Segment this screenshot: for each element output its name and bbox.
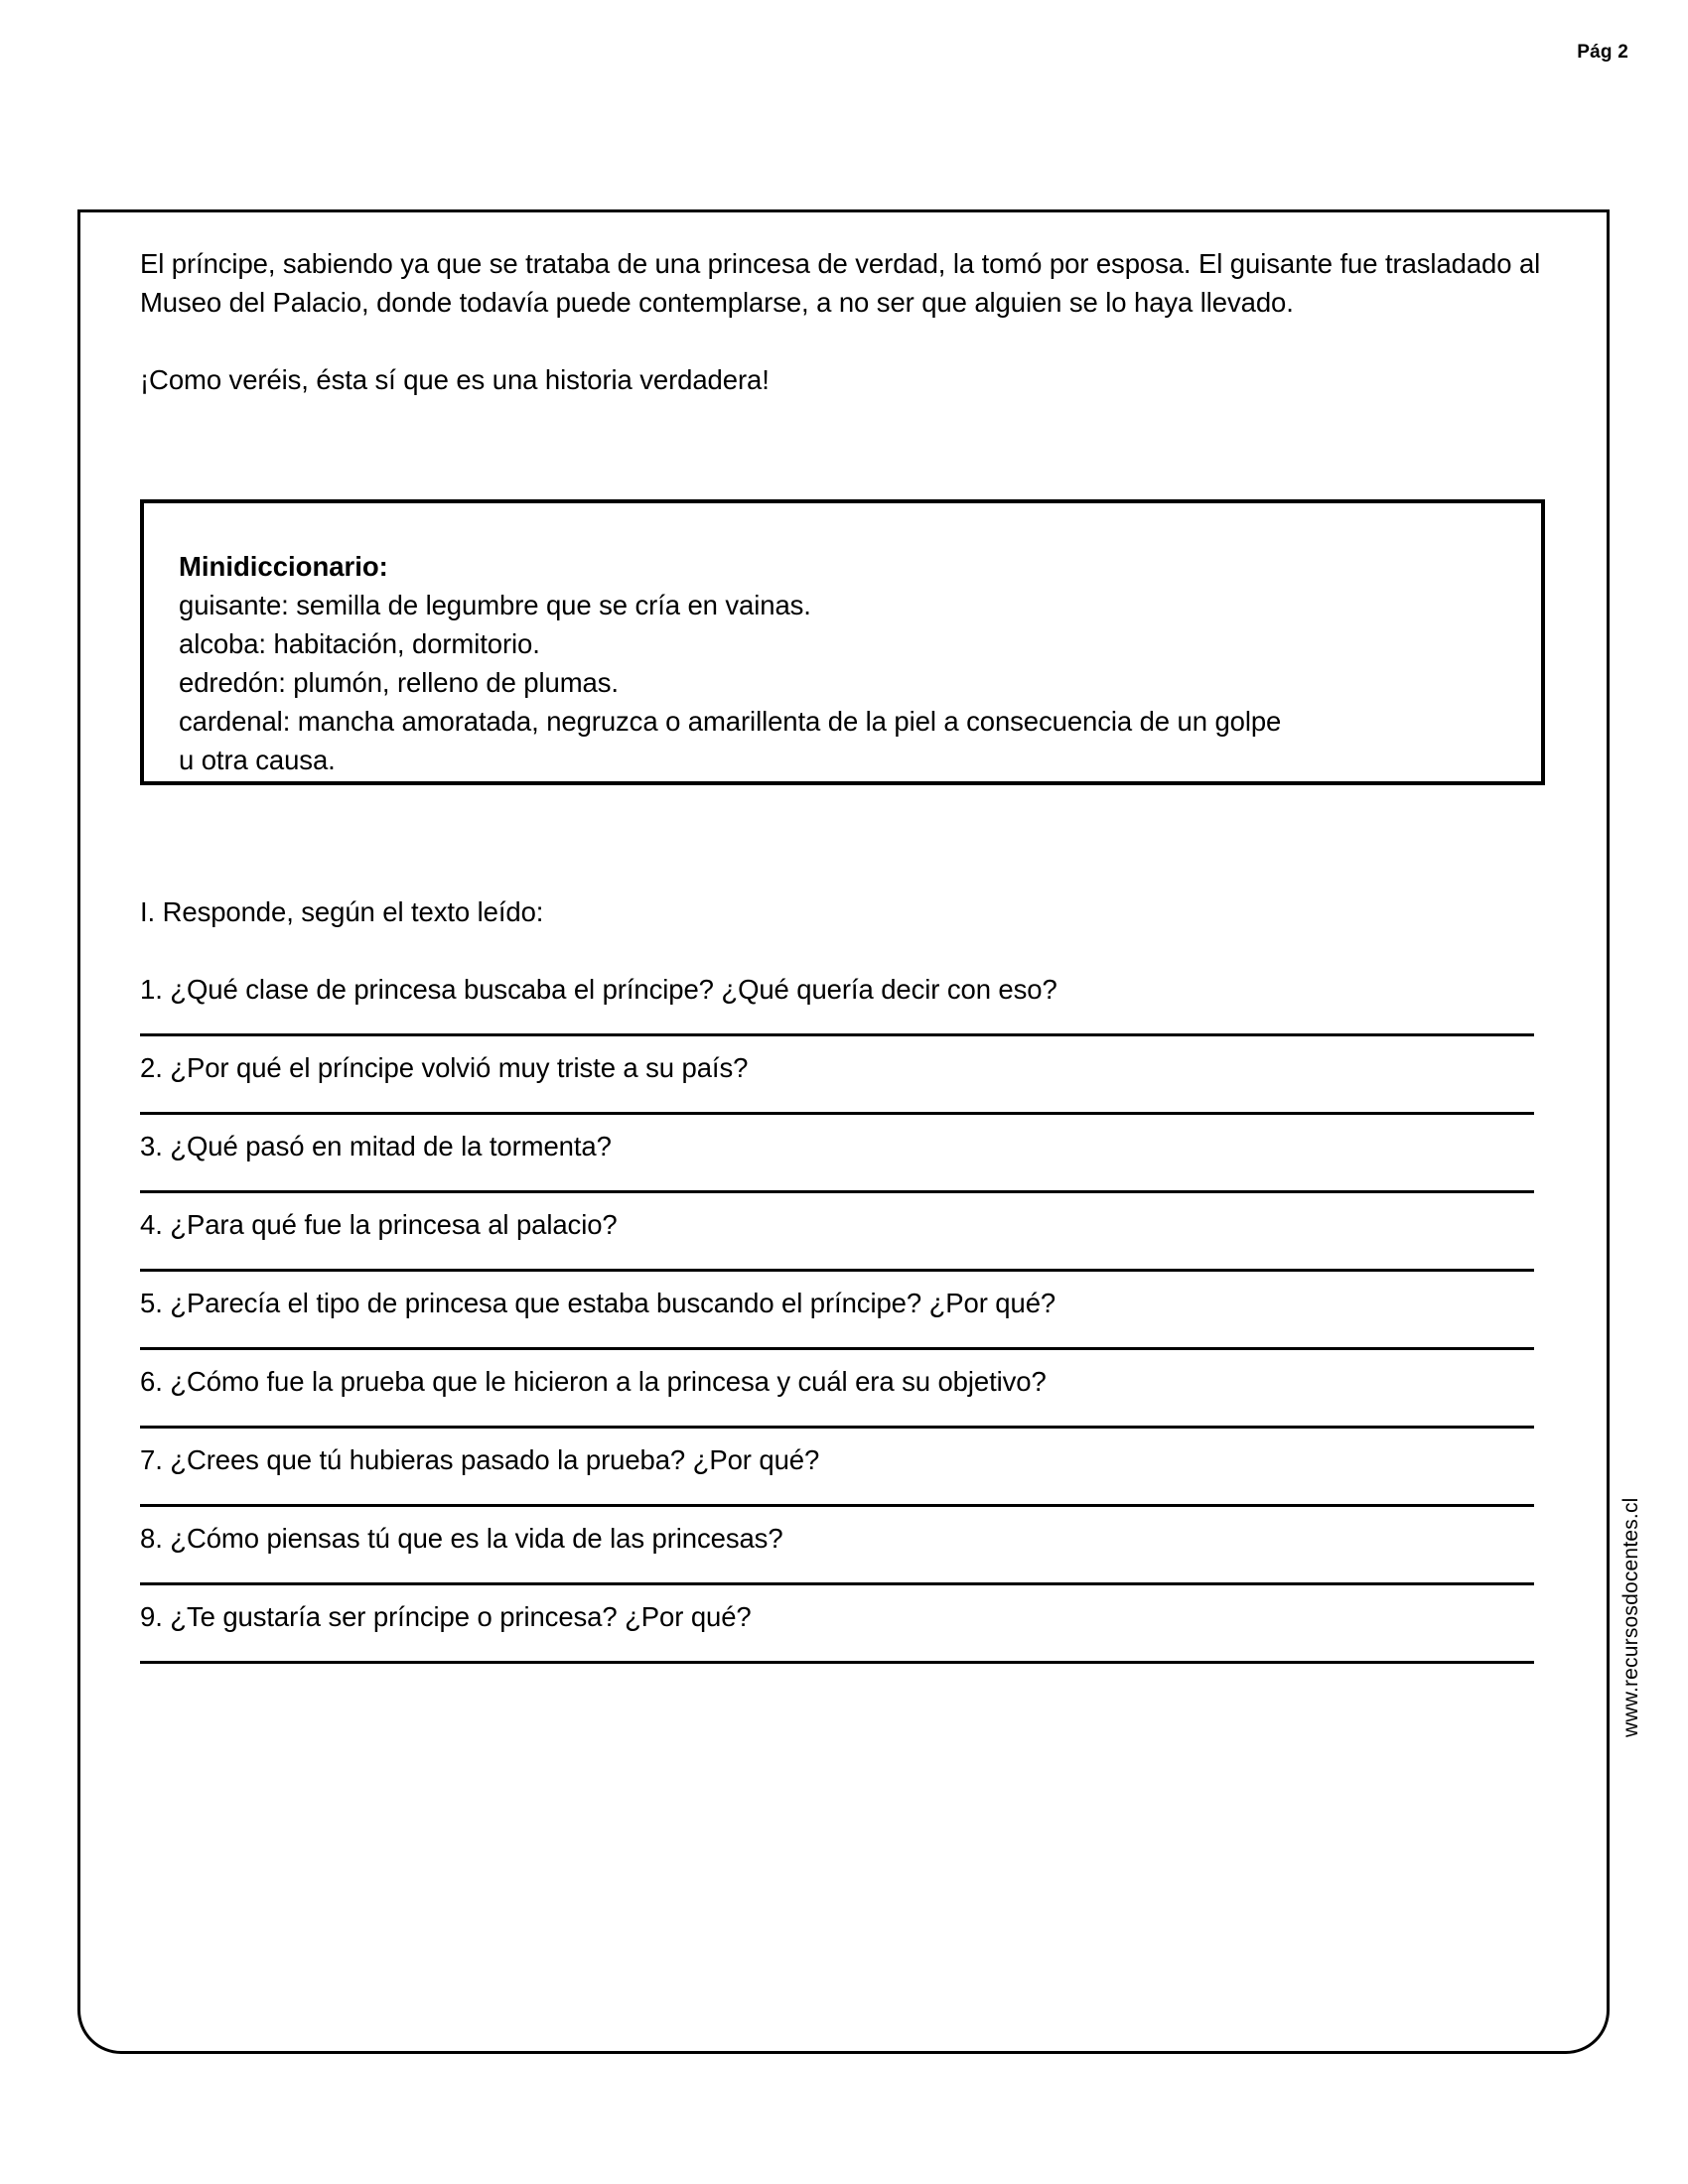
minidictionary-content (179, 547, 1509, 779)
question-text-9: 9. ¿Te gustaría ser príncipe o princesa? ¿Por qué? (140, 1601, 752, 1632)
question-text-4: 4. ¿Para qué fue la princesa al palacio? (140, 1209, 618, 1240)
worksheet-frame (77, 209, 1610, 2054)
minidictionary-entry-edredon: edredón: plumón, relleno de plumas. (179, 667, 619, 699)
question-item-6 (140, 1363, 1550, 1441)
question-text-5: 5. ¿Parecía el tipo de princesa que estaba buscando el príncipe? ¿Por qué? (140, 1288, 1056, 1318)
question-text-1: 1. ¿Qué clase de princesa buscaba el príncipe? ¿Qué quería decir con eso? (140, 974, 1057, 1005)
question-item-7 (140, 1441, 1550, 1520)
story-paragraph-1: El príncipe, sabiendo ya que se trataba de una princesa de verdad, la tomó por esposa. El guisante fue trasladado al Museo del Palacio, donde todavía puede contemplarse, a no ser que alguien se lo haya llevado. (140, 248, 1541, 319)
question-text-3: 3. ¿Qué pasó en mitad de la tormenta? (140, 1131, 612, 1161)
story-paragraph-2: ¡Como veréis, ésta sí que es una historia verdadera! (140, 364, 770, 396)
question-item-1 (140, 971, 1550, 1049)
minidictionary-entry-cardenal: cardenal: mancha amoratada, negruzca o amarillenta de la piel a consecuencia de un golpe (179, 706, 1282, 738)
question-item-2 (140, 1049, 1550, 1128)
question-text-6: 6. ¿Cómo fue la prueba que le hicieron a la princesa y cuál era su objetivo? (140, 1366, 1047, 1397)
answer-line-5[interactable] (140, 1347, 1534, 1350)
site-watermark: www.recursosdocentes.cl (1619, 1497, 1642, 1737)
answer-line-9[interactable] (140, 1661, 1534, 1664)
minidictionary-entry-guisante: guisante: semilla de legumbre que se cría en vainas. (179, 590, 811, 621)
question-item-4 (140, 1206, 1550, 1285)
answer-line-8[interactable] (140, 1582, 1534, 1585)
answer-line-4[interactable] (140, 1269, 1534, 1272)
question-text-2: 2. ¿Por qué el príncipe volvió muy triste a su país? (140, 1052, 749, 1083)
answer-line-2[interactable] (140, 1112, 1534, 1115)
answer-line-1[interactable] (140, 1033, 1534, 1036)
questions-list (140, 971, 1550, 1677)
question-item-8 (140, 1520, 1550, 1598)
question-text-7: 7. ¿Crees que tú hubieras pasado la prueba? ¿Por qué? (140, 1444, 820, 1475)
answer-line-3[interactable] (140, 1190, 1534, 1193)
minidictionary-box (140, 499, 1545, 785)
minidictionary-title: Minidiccionario: (179, 551, 388, 582)
answer-line-7[interactable] (140, 1504, 1534, 1507)
story-text-block (140, 244, 1550, 399)
minidictionary-entry-alcoba: alcoba: habitación, dormitorio. (179, 628, 540, 660)
answer-line-6[interactable] (140, 1426, 1534, 1429)
activity-instruction: I. Responde, según el texto leído: (140, 896, 544, 927)
question-text-8: 8. ¿Cómo piensas tú que es la vida de las princesas? (140, 1523, 783, 1554)
page-number-label: Pág 2 (1577, 42, 1628, 63)
question-item-3 (140, 1128, 1550, 1206)
question-item-9 (140, 1598, 1550, 1677)
minidictionary-entry-cardenal-cont: u otra causa. (179, 745, 336, 776)
question-item-5 (140, 1285, 1550, 1363)
